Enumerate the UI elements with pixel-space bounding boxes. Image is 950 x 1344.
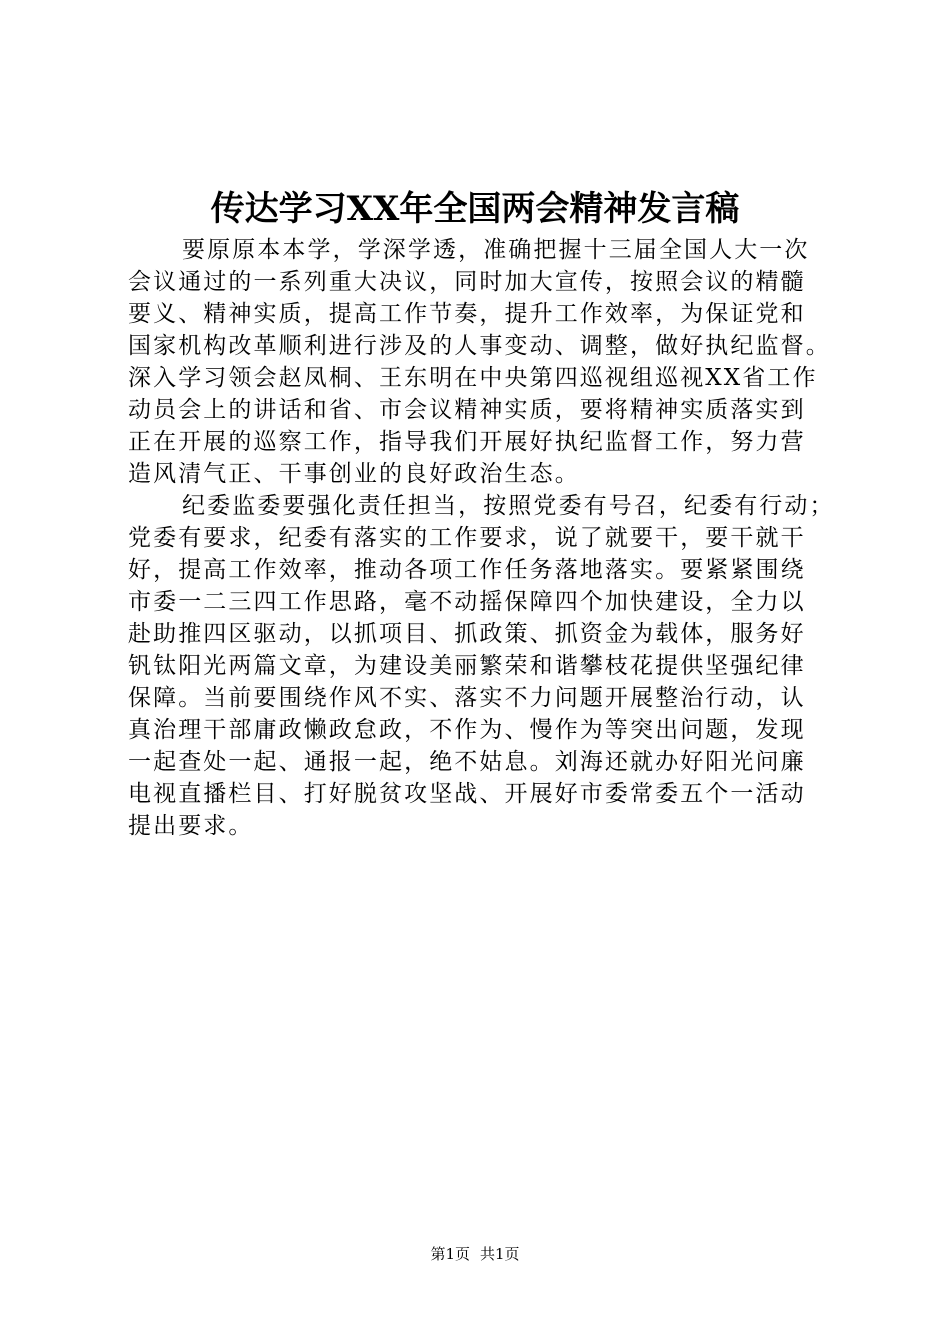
- paragraph-line: 要原原本本学，学深学透，准确把握十三届全国人大一次: [182, 237, 810, 263]
- paragraph-line: 赴助推四区驱动，以抓项目、抓政策、抓资金为载体，服务好: [128, 621, 806, 647]
- document-title: 传达学习XX年全国两会精神发言稿: [210, 189, 740, 229]
- paragraph-line: 造风清气正、干事创业的良好政治生态。: [128, 461, 580, 487]
- paragraph-line: 动员会上的讲话和省、市会议精神实质，要将精神实质落实到: [128, 397, 806, 423]
- paragraph-line: 会议通过的一系列重大决议，同时加大宣传，按照会议的精髓: [128, 269, 806, 295]
- page-footer: [0, 1243, 950, 1265]
- paragraph-line: 正在开展的巡察工作，指导我们开展好执纪监督工作，努力营: [128, 429, 806, 455]
- paragraph-line: 深入学习领会赵凤桐、王东明在中央第四巡视组巡视XX省工作: [128, 365, 818, 391]
- paragraph-line: 纪委监委要强化责任担当，按照党委有号召，纪委有行动；: [182, 493, 835, 519]
- paragraph-line: 真治理干部庸政懒政怠政，不作为、慢作为等突出问题，发现: [128, 717, 806, 743]
- paragraph-line: 好，提高工作效率，推动各项工作任务落地落实。要紧紧围绕: [128, 557, 806, 583]
- paragraph-1: [128, 234, 838, 490]
- paragraph-line: 党委有要求，纪委有落实的工作要求，说了就要干，要干就干: [128, 525, 806, 551]
- paragraph-line: 一起查处一起、通报一起，绝不姑息。刘海还就办好阳光问廉: [128, 749, 806, 775]
- paragraph-line: 要义、精神实质，提高工作节奏，提升工作效率，为保证党和: [128, 301, 806, 327]
- paragraph-line: 国家机构改革顺利进行涉及的人事变动、调整，做好执纪监督。: [128, 333, 831, 359]
- paragraph-line: 市委一二三四工作思路，毫不动摇保障四个加快建设，全力以: [128, 589, 806, 615]
- paragraph-line: 保障。当前要围绕作风不实、落实不力问题开展整治行动，认: [128, 685, 806, 711]
- paragraph-line: 电视直播栏目、打好脱贫攻坚战、开展好市委常委五个一活动: [128, 781, 806, 807]
- paragraph-2: [128, 490, 838, 842]
- page-number: 第1页: [430, 1245, 470, 1263]
- paragraph-line: 提出要求。: [128, 813, 254, 839]
- document-body: [128, 234, 838, 842]
- paragraph-line: 钒钛阳光两篇文章，为建设美丽繁荣和谐攀枝花提供坚强纪律: [128, 653, 806, 679]
- page-total: 共1页: [480, 1245, 520, 1263]
